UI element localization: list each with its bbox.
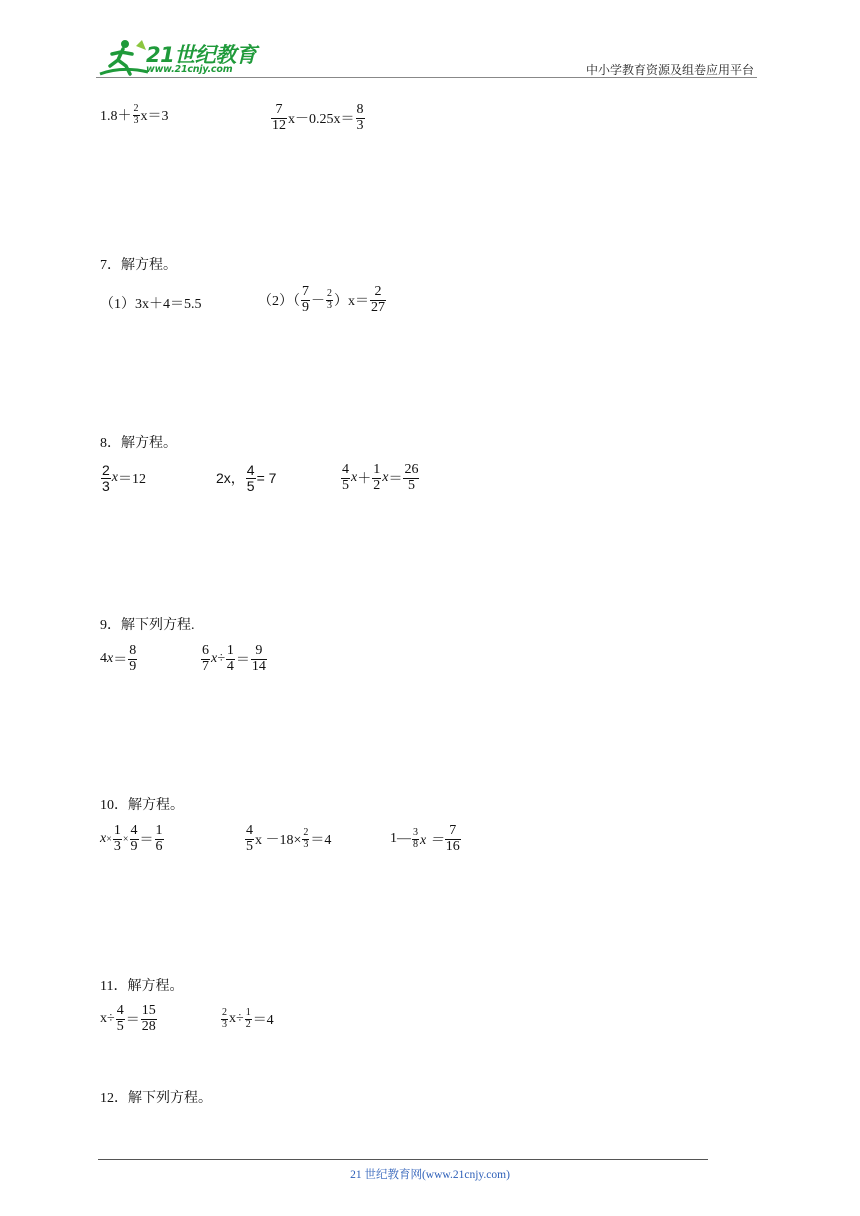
question-11-title: 11．解方程。 xyxy=(100,979,184,994)
q7-part-1: （1）3x＋4＝5.5 xyxy=(100,297,202,312)
q9-equation-1: 4 x ＝ $\frac{8}{9}$ xyxy=(100,643,137,674)
q8-equation-2: 2x， $\frac{4}{5}$ = 7 xyxy=(216,462,277,494)
q10-equation-1: x × $\frac{1}{3}$ × $\frac{4}{9}$ ＝ $\frac{1}{6}$ xyxy=(100,823,163,854)
q11-equation-2: $\frac{2}{3}$ x÷ $\frac{1}{2}$ ＝4 xyxy=(222,1007,274,1030)
q11-equation-1: x÷ $\frac{4}{5}$ ＝ $\frac{15}{28}$ xyxy=(100,1003,156,1034)
q7-part-2: （2）（ $\frac{7}{9}$ － $\frac{2}{3}$ ）x＝ $\frac{2}{27}$ xyxy=(258,284,385,315)
logo-text: 21世纪教育 xyxy=(146,43,257,67)
question-8-title: 8．解方程。 xyxy=(100,436,177,451)
footer-link[interactable]: 21 世纪教育网(www.21cnjy.com) xyxy=(350,1169,510,1181)
question-10-title: 10．解方程。 xyxy=(100,798,184,813)
equation-top-1: 1.8＋ $\frac{2}{3}$ x＝3 xyxy=(100,103,169,126)
q10-equation-3: 1— $\frac{3}{8}$ x ＝ $\frac{7}{16}$ xyxy=(390,823,460,854)
logo-runner-icon xyxy=(92,36,152,80)
logo-url: www.21cnjy.com xyxy=(146,64,233,75)
site-name: 中小学教育资源及组卷应用平台 xyxy=(585,63,754,77)
question-9-title: 9．解下列方程. xyxy=(100,618,195,633)
equation-top-2: $\frac{7}{12}$ x－0.25x＝ $\frac{8}{3}$ xyxy=(272,102,364,133)
question-7-title: 7．解方程。 xyxy=(100,258,177,273)
q8-equation-1: $\frac{2}{3}$ x ＝12 xyxy=(102,462,147,494)
q10-equation-2: $\frac{4}{5}$ x －18× $\frac{2}{3}$ ＝4 xyxy=(246,823,332,854)
header-divider xyxy=(96,77,757,78)
question-12-title: 12．解下列方程。 xyxy=(100,1091,212,1106)
q9-equation-2: $\frac{6}{7}$ x÷ $\frac{1}{4}$ ＝ $\frac{9}{14}$ xyxy=(202,643,266,674)
q8-equation-3: $\frac{4}{5}$ x ＋ $\frac{1}{2}$ x ＝ $\frac{26}{5}$ xyxy=(342,462,419,493)
footer-divider xyxy=(98,1159,708,1160)
